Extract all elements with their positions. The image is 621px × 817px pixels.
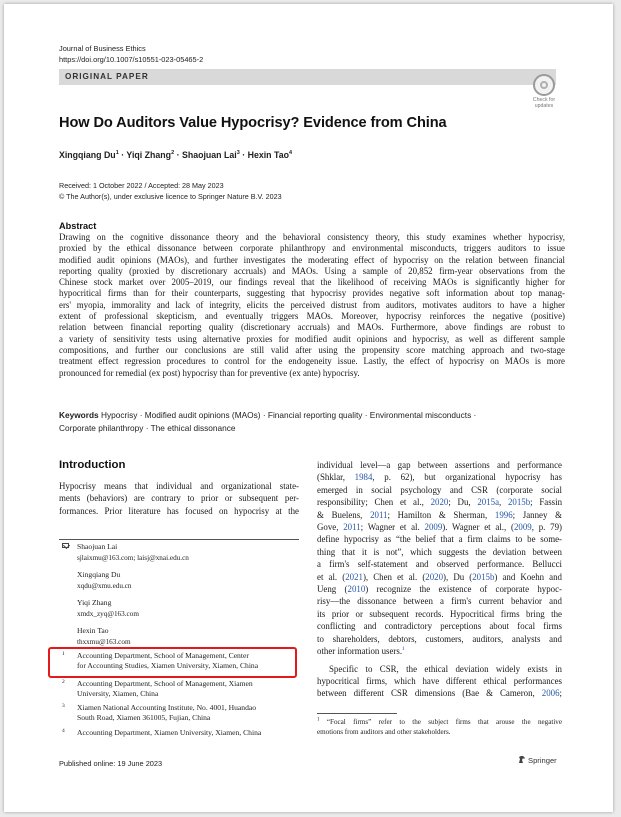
check-updates-label: Check for updates [532,97,556,109]
text-run: , p. 62), but organizational hypocrisy has [372,472,562,483]
body-line [317,633,562,645]
author-affiliation-number: 1 [115,150,119,157]
text-run: a firm's self-statement and observed performance. Bellucci [317,559,562,570]
check-for-updates-badge[interactable] [526,74,562,109]
citation-link[interactable]: 2011 [343,522,361,533]
abstract-line: Drawing on the cognitive dissonance theory and the behavioral consistency theory, this study examines whether hypocrisy, [59,232,565,242]
text-run: emerged in social psychology and CSR (corporate social [317,484,562,495]
abstract-line: a variety of sensitivity tests using alternative proxies for modified audit opinions and hypocrisy, as well as different sample [59,333,565,344]
abstract-line: hypocritical firms than for their counterparts, suggesting that hypocrisy provides negative soft information about top manag- [59,288,565,299]
body-line [317,459,562,471]
text-run: , p. 79) [531,522,562,533]
check-updates-icon [533,74,555,96]
text-run: Ueng ( [317,584,348,595]
body-line [317,608,562,620]
published-date: Published online: 19 June 2023 [59,759,163,768]
abstract-text [59,232,565,379]
body-line [317,521,562,533]
body-line [317,533,562,545]
article-title: How Do Auditors Value Hypocrisy? Evidence from China [59,115,447,131]
copyright-notice: © The Author(s), under exclusive licence to Springer Nature B.V. 2023 [59,192,282,201]
text-run: (Shklar, [317,472,355,483]
body-line [317,645,562,657]
affiliation-line: Accounting Department, Xiamen University, Xiamen, China [77,728,262,737]
text-run: conflicting and contradictory perceptions about focal firms [317,621,562,632]
keywords-line-2: Corporate philanthropy · The ethical dissonance [59,422,236,433]
column-footnote-divider [317,713,397,714]
text-run: ) and Koehn and [494,571,562,582]
text-run: individual level—a gap between assertions and performance [317,460,562,470]
body-line [317,675,562,687]
abstract-line: proxied by the ethical dissonance between corporate philanthropy and environmental misconducts, triggers auditors to issue [59,243,565,254]
text-run: between different CSR dimensions (Bae & Cameron, [317,688,542,699]
text-run: other information users. [317,646,403,657]
received-dates: Received: 1 October 2022 / Accepted: 28 May 2023 [59,181,224,190]
citation-link[interactable]: 2009 [513,522,532,533]
citation-link[interactable]: 1984 [354,472,373,483]
citation-link[interactable]: 2015a [477,497,500,508]
body-line [317,509,562,521]
abstract-line: compositions, and further our conclusions are still valid after using the propensity score matching approach and two-stage [59,344,565,355]
footnote-number: 1 [317,717,320,723]
affiliation-text [77,679,299,700]
abstract-line: Chinese stock market over 2005–2019, our findings reveal that the likelihood of receiving MAOs is significantly higher for [59,277,565,288]
citation-link[interactable]: 2009 [424,522,443,533]
footnote-line: emotions from auditors and other stakeholders. [317,728,451,737]
author-contact [77,570,132,591]
abstract-heading: Abstract [59,221,97,231]
journal-name: Journal of Business Ethics [59,44,146,53]
author-contact [77,598,139,619]
section-label: ORIGINAL PAPER [65,72,149,81]
body-line [317,663,562,675]
text-run: ) recognize the existence of corporate hypoc- [365,584,562,595]
footnote-text [317,717,562,737]
footnote-ref[interactable]: 1 [402,646,405,653]
contact-email[interactable]: xqdu@xmu.edu.cn [77,581,132,590]
affiliation-number: 3 [62,703,65,709]
text-run: et al. ( [317,571,346,582]
citation-link[interactable]: 1996 [494,509,513,520]
affiliation-line: Accounting Department, School of Management, Center [77,651,249,660]
text-run: , [499,497,508,508]
text-run: ; Du, [448,497,478,508]
doi-link[interactable]: https://doi.org/10.1007/s10551-023-05465-2 [59,55,204,64]
introduction-text-right [317,459,562,700]
springer-horse-icon [518,755,526,764]
introduction-line: Hypocrisy means that individual and organizational state- [59,481,299,491]
affiliation-text [77,728,299,738]
affiliation-line: South Road, Xiamen 361005, Fujian, China [77,713,211,723]
abstract-line: modified audit opinions (MAOs), and further investigates the moderating effect of hypocrisy on the relation between financial [59,254,565,265]
author-affiliation-number: 4 [288,150,293,157]
highlight-box [48,647,297,678]
footnote-line [317,717,562,727]
body-line [317,496,562,508]
author-name[interactable]: Shaojuan Lai [181,150,237,160]
citation-link[interactable]: 2015b [472,571,495,582]
body-line [317,546,562,558]
text-run: ), Chen et al. ( [362,571,426,582]
author-affiliation-number: 3 [236,150,240,157]
introduction-line: ments (behaviors) are contrary to prior or subsequent per- [59,493,299,504]
author-name[interactable]: Yiqi Zhang [126,150,172,160]
text-run: responsibility; Chen et al., [317,497,431,508]
text-run: hypocritical firms, which have different ethical performances [317,675,562,686]
keywords-heading: Keywords [59,410,99,420]
text-run: Gove, [317,522,344,533]
envelope-icon [62,543,69,548]
text-run: to shareholders, debtors, customers, auditors, analysts and [317,633,562,644]
citation-link[interactable]: 2020 [430,497,449,508]
text-run: ; Hamilton & Sherman, [387,509,495,520]
affiliation-line: University, Xiamen, China [77,689,159,699]
author-list: Xingqiang $Du^1$ · Yiqi Zhang$^2$ · Shaojuan Lai$^3$ · Hexin Tao$^4$ [59,150,293,160]
section-label-bar [59,69,556,85]
text-run: ; [559,688,562,699]
body-line [317,687,562,699]
body-line [317,583,562,595]
affiliation-line: Accounting Department, School of Management, Xiamen [77,679,253,688]
citation-link[interactable]: 2020 [425,571,444,582]
abstract-line: pronounced for remedial (ex post) hypocrisy than for preventive (ex ante) hypocrisy. [59,367,360,378]
text-run: ; Fassin [530,497,562,508]
author-contact [77,542,189,563]
abstract-line: ers' myopia, immorality and lack of integrity, elicits the perceived distrust from auditors, motivates auditors to have a higher [59,299,565,310]
affiliation-text [77,703,299,724]
body-line [317,558,562,570]
author-name[interactable]: Hexin Tao [247,150,289,160]
affiliation-number: 4 [62,728,65,734]
text-run: its prior or subsequent records. Hypocritical firms bring the [317,608,562,619]
body-line [317,471,562,483]
text-run: ; Janney & [512,509,562,520]
contact-email[interactable]: thxxmu@163.com [77,637,131,646]
introduction-text-left [59,480,299,517]
text-run: Specific to CSR, the ethical deviation widely exists in [329,663,562,674]
affiliation-line: Xiamen National Accounting Institute, No. 4001, Huandao [77,703,257,712]
citation-link[interactable]: 2021 [345,571,363,582]
publisher-name: Springer [528,756,557,765]
citation-link[interactable]: 2011 [370,509,388,520]
text-run: risy—the dissonance between a firm's current behavior and [317,596,562,607]
contact-email[interactable]: sjlaixmu@163.com; laisj@xnai.edu.cn [77,553,189,562]
affiliation-number: 1 [62,651,65,657]
author-name[interactable]: Xingqiang Du [59,150,116,160]
author-affiliation-number: 2 [171,150,175,157]
contact-name: Xingqiang Du [77,570,121,579]
footnote-run: “Focal firms” refer to the subject firms that arouse the negative [319,718,562,726]
body-line [317,620,562,632]
abstract-line: extent of professional skepticism, and eventually triggers MAOs. Moreover, hypocrisy reinforces the negative (positive) [59,311,565,322]
affiliation-number: 2 [62,679,65,685]
introduction-line: formances. Prior literature has focused on hypocrisy at the [59,505,299,516]
citation-link[interactable]: 2015b [507,497,531,508]
abstract-line: treatment effect regression procedures to control for the endogeneity issue. Lastly, the effect of hypocrisy on MAOs is more [59,356,565,367]
text-run: & Buelens, [317,509,371,520]
citation-link[interactable]: 2006 [541,688,560,699]
contact-email[interactable]: xmdx_zyq@163.com [77,609,139,618]
abstract-line: reporting quality (proxied by discretionary accruals) and MAOs. Using a sample of 20,852 firm-year observations from the [59,265,565,276]
body-line [317,595,562,607]
footnote-divider [59,539,299,540]
contact-name: Hexin Tao [77,626,109,635]
contact-name: Shaojuan Lai [77,542,118,551]
citation-link[interactable]: 2010 [347,584,366,595]
abstract-line: relation between financial reporting quality (discretionary accruals) and MAOs. Furthermore, above findings are robust to [59,322,565,333]
keywords-line-1: Hypocrisy · Modified audit opinions (MAOs) · Financial reporting quality · Environmental misconducts · [100,410,477,420]
body-line [317,571,562,583]
contact-name: Yiqi Zhang [77,598,112,607]
keywords [59,409,565,434]
introduction-heading: Introduction [59,459,126,471]
affiliation-line: for Accounting Studies, Xiamen University, Xiamen, China [77,661,259,671]
author-contact [77,626,131,647]
text-run: thing that it is not”, which suggests the deviation between [317,546,562,557]
text-run: ), Du ( [443,571,473,582]
text-run: ; Wagner et al. [360,522,425,533]
text-run: define hypocrisy as “the belief that a firm claims to be some- [317,534,562,545]
article-page [4,4,613,812]
body-line [317,484,562,496]
publisher-logo [518,755,557,765]
text-run: ). Wagner et al., ( [442,522,514,533]
